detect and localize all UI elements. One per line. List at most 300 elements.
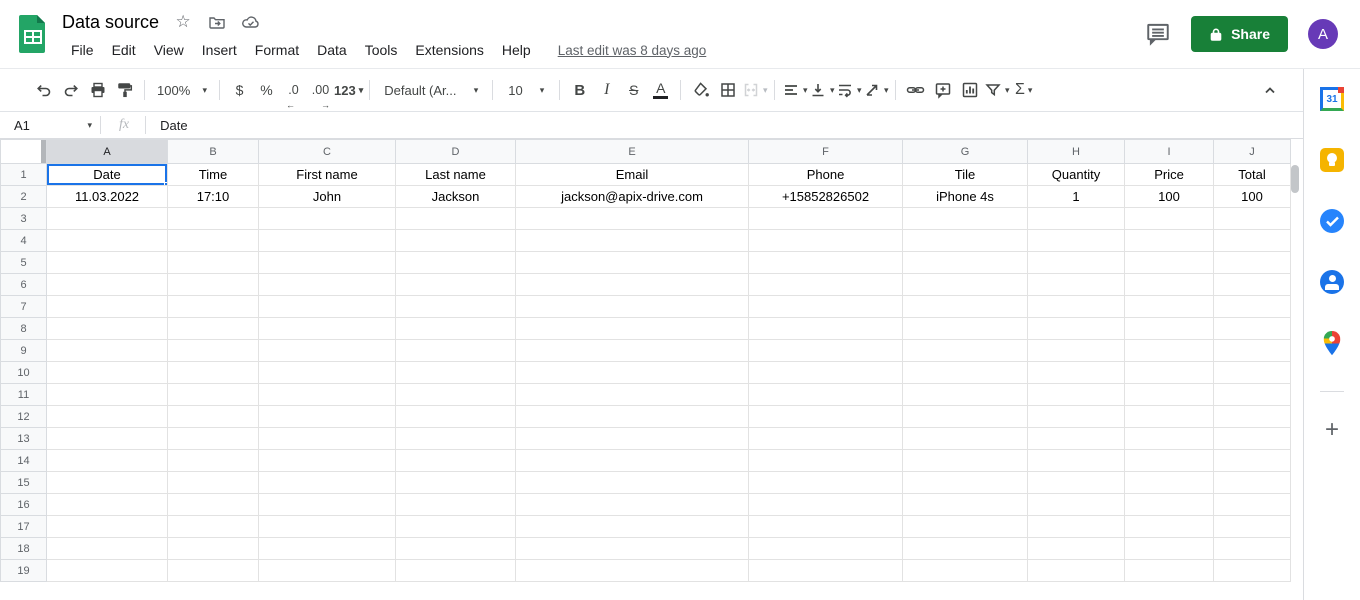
cell-H6[interactable] — [1028, 274, 1125, 296]
cell-E18[interactable] — [516, 538, 749, 560]
chevron-down-icon: ▾ — [87, 119, 92, 130]
create-filter-button[interactable] — [983, 76, 1010, 104]
cell-J5[interactable] — [1214, 252, 1291, 274]
row-header-5[interactable]: 5 — [1, 252, 47, 274]
cell-C19[interactable] — [259, 560, 396, 582]
cell-A18[interactable] — [47, 538, 168, 560]
cell-I6[interactable] — [1125, 274, 1214, 296]
cell-C8[interactable] — [259, 318, 396, 340]
chevron-down-icon: ▾ — [202, 84, 207, 95]
toolbar-separator — [895, 80, 896, 100]
insert-link-button[interactable] — [902, 76, 929, 104]
cell-I18[interactable] — [1125, 538, 1214, 560]
menu-insert[interactable]: Insert — [201, 42, 237, 58]
cell-G5[interactable] — [903, 252, 1028, 274]
cell-E5[interactable] — [516, 252, 749, 274]
fx-icon: fx — [119, 117, 130, 132]
cell-A19[interactable] — [47, 560, 168, 582]
column-header-C[interactable]: C — [259, 140, 396, 164]
cell-F14[interactable] — [749, 450, 903, 472]
cell-A11[interactable] — [47, 384, 168, 406]
cell-C17[interactable] — [259, 516, 396, 538]
row-header-9[interactable]: 9 — [1, 340, 47, 362]
cell-J8[interactable] — [1214, 318, 1291, 340]
cell-C13[interactable] — [259, 428, 396, 450]
cell-A10[interactable] — [47, 362, 168, 384]
cell-D5[interactable] — [396, 252, 516, 274]
row-header-1[interactable]: 1 — [1, 164, 47, 186]
cell-G14[interactable] — [903, 450, 1028, 472]
cell-B18[interactable] — [168, 538, 259, 560]
cell-F18[interactable] — [749, 538, 903, 560]
cell-G3[interactable] — [903, 208, 1028, 230]
vertical-scrollbar[interactable] — [1291, 165, 1299, 193]
cell-C14[interactable] — [259, 450, 396, 472]
cell-G1[interactable]: Tile — [903, 164, 1028, 186]
cell-I16[interactable] — [1125, 494, 1214, 516]
cell-G16[interactable] — [903, 494, 1028, 516]
cell-E15[interactable] — [516, 472, 749, 494]
cell-B16[interactable] — [168, 494, 259, 516]
cell-A5[interactable] — [47, 252, 168, 274]
cell-A16[interactable] — [47, 494, 168, 516]
cell-J17[interactable] — [1214, 516, 1291, 538]
contacts-icon[interactable] — [1319, 269, 1345, 295]
cell-F12[interactable] — [749, 406, 903, 428]
cell-I15[interactable] — [1125, 472, 1214, 494]
tasks-icon[interactable] — [1319, 208, 1345, 234]
cell-H14[interactable] — [1028, 450, 1125, 472]
merge-cells-button[interactable] — [741, 76, 768, 104]
column-header-H[interactable]: H — [1028, 140, 1125, 164]
horizontal-align-button[interactable] — [781, 76, 808, 104]
cell-I5[interactable] — [1125, 252, 1214, 274]
cell-B15[interactable] — [168, 472, 259, 494]
column-header-B[interactable]: B — [168, 140, 259, 164]
cell-J19[interactable] — [1214, 560, 1291, 582]
cell-D18[interactable] — [396, 538, 516, 560]
column-header-J[interactable]: J — [1214, 140, 1291, 164]
column-header-I[interactable]: I — [1125, 140, 1214, 164]
column-header-D[interactable]: D — [396, 140, 516, 164]
menu-tools[interactable]: Tools — [364, 42, 398, 58]
undo-button[interactable] — [30, 76, 57, 104]
cell-C16[interactable] — [259, 494, 396, 516]
star-icon[interactable]: ☆ — [175, 12, 191, 31]
cell-B2[interactable]: 17:10 — [168, 186, 259, 208]
cell-B8[interactable] — [168, 318, 259, 340]
cell-B14[interactable] — [168, 450, 259, 472]
share-button[interactable] — [1191, 16, 1288, 52]
row-header-13[interactable]: 13 — [1, 428, 47, 450]
keep-icon[interactable] — [1319, 147, 1345, 173]
row-header-3[interactable]: 3 — [1, 208, 47, 230]
hide-menus-button[interactable] — [1256, 76, 1283, 104]
cell-E9[interactable] — [516, 340, 749, 362]
account-avatar[interactable]: A — [1308, 19, 1338, 49]
cell-H2[interactable]: 1 — [1028, 186, 1125, 208]
formula-bar — [0, 111, 1303, 139]
cell-B7[interactable] — [168, 296, 259, 318]
italic-button[interactable]: I — [604, 81, 610, 98]
fill-color-button[interactable] — [687, 76, 714, 104]
color-bar — [653, 96, 668, 99]
sheets-logo[interactable] — [16, 12, 50, 56]
cell-J3[interactable] — [1214, 208, 1291, 230]
cell-D2[interactable]: Jackson — [396, 186, 516, 208]
select-all-corner[interactable] — [1, 140, 47, 164]
cell-D15[interactable] — [396, 472, 516, 494]
cell-D11[interactable] — [396, 384, 516, 406]
cell-B5[interactable] — [168, 252, 259, 274]
row-header-2[interactable]: 2 — [1, 186, 47, 208]
cell-D9[interactable] — [396, 340, 516, 362]
cell-H16[interactable] — [1028, 494, 1125, 516]
cell-E7[interactable] — [516, 296, 749, 318]
cell-A17[interactable] — [47, 516, 168, 538]
row-header-15[interactable]: 15 — [1, 472, 47, 494]
cell-C5[interactable] — [259, 252, 396, 274]
cell-E8[interactable] — [516, 318, 749, 340]
cell-F7[interactable] — [749, 296, 903, 318]
cell-G12[interactable] — [903, 406, 1028, 428]
name-box[interactable]: A1 ▾ — [14, 117, 92, 133]
cell-E4[interactable] — [516, 230, 749, 252]
chevron-down-icon: ▾ — [358, 84, 364, 95]
share-label: Share — [1231, 26, 1270, 42]
cell-I9[interactable] — [1125, 340, 1214, 362]
cell-H15[interactable] — [1028, 472, 1125, 494]
cell-B9[interactable] — [168, 340, 259, 362]
menu-view[interactable]: View — [153, 42, 184, 58]
cell-D13[interactable] — [396, 428, 516, 450]
cell-C7[interactable] — [259, 296, 396, 318]
cell-F16[interactable] — [749, 494, 903, 516]
row-header-19[interactable]: 19 — [1, 560, 47, 582]
cell-C11[interactable] — [259, 384, 396, 406]
cell-E10[interactable] — [516, 362, 749, 384]
document-status-cloud-icon[interactable] — [241, 12, 261, 32]
side-panel — [1303, 69, 1360, 600]
cell-E13[interactable] — [516, 428, 749, 450]
cell-D6[interactable] — [396, 274, 516, 296]
format-currency-button[interactable]: $ — [235, 82, 244, 98]
cell-A9[interactable] — [47, 340, 168, 362]
cell-D16[interactable] — [396, 494, 516, 516]
cell-G15[interactable] — [903, 472, 1028, 494]
cell-C3[interactable] — [259, 208, 396, 230]
cell-F1[interactable]: Phone — [749, 164, 903, 186]
toolbar-separator — [219, 80, 220, 100]
redo-button[interactable] — [57, 76, 84, 104]
cell-J1[interactable]: Total — [1214, 164, 1291, 186]
chevron-down-icon: ▾ — [1004, 84, 1010, 95]
row-header-4[interactable]: 4 — [1, 230, 47, 252]
cell-B19[interactable] — [168, 560, 259, 582]
cell-G18[interactable] — [903, 538, 1028, 560]
cell-C9[interactable] — [259, 340, 396, 362]
cell-F13[interactable] — [749, 428, 903, 450]
cell-H8[interactable] — [1028, 318, 1125, 340]
row-header-8[interactable]: 8 — [1, 318, 47, 340]
cell-B4[interactable] — [168, 230, 259, 252]
cell-D17[interactable] — [396, 516, 516, 538]
cell-B11[interactable] — [168, 384, 259, 406]
cell-E16[interactable] — [516, 494, 749, 516]
cell-E14[interactable] — [516, 450, 749, 472]
cell-B17[interactable] — [168, 516, 259, 538]
cell-C18[interactable] — [259, 538, 396, 560]
text-wrap-button[interactable] — [835, 76, 862, 104]
cell-D3[interactable] — [396, 208, 516, 230]
format-percent-button[interactable]: % — [260, 82, 273, 98]
cell-G8[interactable] — [903, 318, 1028, 340]
column-header-A[interactable]: A — [47, 140, 168, 164]
cell-I17[interactable] — [1125, 516, 1214, 538]
cell-H9[interactable] — [1028, 340, 1125, 362]
add-icon[interactable]: + — [1324, 416, 1339, 443]
row-header-14[interactable]: 14 — [1, 450, 47, 472]
cell-C2[interactable]: John — [259, 186, 396, 208]
cell-I14[interactable] — [1125, 450, 1214, 472]
menu-data[interactable]: Data — [317, 42, 347, 58]
calendar-icon[interactable]: 31 — [1319, 86, 1345, 112]
cell-J13[interactable] — [1214, 428, 1291, 450]
cell-B13[interactable] — [168, 428, 259, 450]
maps-icon[interactable] — [1319, 330, 1345, 356]
cell-I7[interactable] — [1125, 296, 1214, 318]
cell-H4[interactable] — [1028, 230, 1125, 252]
formula-input[interactable]: Date — [160, 117, 188, 133]
last-edit-link[interactable]: Last edit was 8 days ago — [557, 42, 707, 58]
cell-C12[interactable] — [259, 406, 396, 428]
arrow-right-icon: → — [321, 100, 330, 110]
cell-C1[interactable]: First name — [259, 164, 396, 186]
cell-G11[interactable] — [903, 384, 1028, 406]
grid-table — [0, 139, 1291, 582]
cell-J9[interactable] — [1214, 340, 1291, 362]
cell-J11[interactable] — [1214, 384, 1291, 406]
arrow-left-icon: ← — [286, 100, 295, 110]
cell-H3[interactable] — [1028, 208, 1125, 230]
cell-C4[interactable] — [259, 230, 396, 252]
vertical-align-button[interactable] — [808, 76, 835, 104]
row-header-11[interactable]: 11 — [1, 384, 47, 406]
cell-G2[interactable]: iPhone 4s — [903, 186, 1028, 208]
cell-J4[interactable] — [1214, 230, 1291, 252]
borders-button[interactable] — [714, 76, 741, 104]
increase-decimal-button[interactable]: .00 → — [311, 83, 330, 110]
move-to-folder-icon[interactable] — [207, 12, 227, 32]
cell-G17[interactable] — [903, 516, 1028, 538]
cell-A6[interactable] — [47, 274, 168, 296]
chevron-down-icon: ▾ — [829, 84, 835, 95]
corner-bar — [41, 140, 46, 163]
cell-G7[interactable] — [903, 296, 1028, 318]
insert-comment-button[interactable] — [929, 76, 956, 104]
cell-A13[interactable] — [47, 428, 168, 450]
cell-D4[interactable] — [396, 230, 516, 252]
cell-J18[interactable] — [1214, 538, 1291, 560]
cell-B12[interactable] — [168, 406, 259, 428]
cell-J2[interactable]: 100 — [1214, 186, 1291, 208]
cell-B6[interactable] — [168, 274, 259, 296]
cell-I4[interactable] — [1125, 230, 1214, 252]
cell-I13[interactable] — [1125, 428, 1214, 450]
cell-H13[interactable] — [1028, 428, 1125, 450]
cell-D1[interactable]: Last name — [396, 164, 516, 186]
cell-H10[interactable] — [1028, 362, 1125, 384]
cell-E6[interactable] — [516, 274, 749, 296]
menu-format[interactable]: Format — [254, 42, 300, 58]
cell-F5[interactable] — [749, 252, 903, 274]
cell-H18[interactable] — [1028, 538, 1125, 560]
row-header-6[interactable]: 6 — [1, 274, 47, 296]
cell-E1[interactable]: Email — [516, 164, 749, 186]
row-header-10[interactable]: 10 — [1, 362, 47, 384]
font-size-select[interactable]: 10 ▾ — [508, 82, 545, 98]
cell-A12[interactable] — [47, 406, 168, 428]
cell-A15[interactable] — [47, 472, 168, 494]
cell-D12[interactable] — [396, 406, 516, 428]
cell-B1[interactable]: Time — [168, 164, 259, 186]
cell-G4[interactable] — [903, 230, 1028, 252]
lock-icon — [1209, 27, 1223, 42]
cell-I8[interactable] — [1125, 318, 1214, 340]
cell-A2[interactable]: 11.03.2022 — [47, 186, 168, 208]
menu-edit[interactable]: Edit — [111, 42, 136, 58]
cell-G6[interactable] — [903, 274, 1028, 296]
strikethrough-button[interactable]: S — [629, 82, 639, 98]
menu-help[interactable]: Help — [501, 42, 531, 58]
cell-F17[interactable] — [749, 516, 903, 538]
column-header-G[interactable]: G — [903, 140, 1028, 164]
menu-extensions[interactable]: Extensions — [415, 42, 484, 58]
cell-H1[interactable]: Quantity — [1028, 164, 1125, 186]
text-rotation-button[interactable] — [862, 76, 889, 104]
font-select[interactable]: Default (Ar... ▾ — [384, 82, 479, 98]
cell-F9[interactable] — [749, 340, 903, 362]
row-header-12[interactable]: 12 — [1, 406, 47, 428]
cell-E12[interactable] — [516, 406, 749, 428]
cell-A7[interactable] — [47, 296, 168, 318]
toolbar-separator — [559, 80, 560, 100]
cell-J6[interactable] — [1214, 274, 1291, 296]
cell-J14[interactable] — [1214, 450, 1291, 472]
cell-D19[interactable] — [396, 560, 516, 582]
cell-F15[interactable] — [749, 472, 903, 494]
cell-F6[interactable] — [749, 274, 903, 296]
column-header-F[interactable]: F — [749, 140, 903, 164]
cell-E11[interactable] — [516, 384, 749, 406]
cell-J12[interactable] — [1214, 406, 1291, 428]
functions-button[interactable]: Σ ▾ — [1015, 81, 1033, 98]
cell-D8[interactable] — [396, 318, 516, 340]
fill-handle[interactable] — [164, 182, 168, 186]
cell-E19[interactable] — [516, 560, 749, 582]
cell-H5[interactable] — [1028, 252, 1125, 274]
cell-E2[interactable]: jackson@apix-drive.com — [516, 186, 749, 208]
cell-F19[interactable] — [749, 560, 903, 582]
toolbar-separator — [492, 80, 493, 100]
cell-D14[interactable] — [396, 450, 516, 472]
menu-file[interactable]: File — [71, 42, 94, 58]
toolbar — [0, 69, 1303, 111]
cell-C15[interactable] — [259, 472, 396, 494]
paint-format-button[interactable] — [111, 76, 138, 104]
cell-H19[interactable] — [1028, 560, 1125, 582]
row-header-18[interactable]: 18 — [1, 538, 47, 560]
cell-I11[interactable] — [1125, 384, 1214, 406]
cell-D10[interactable] — [396, 362, 516, 384]
cell-I10[interactable] — [1125, 362, 1214, 384]
cell-D7[interactable] — [396, 296, 516, 318]
cell-H11[interactable] — [1028, 384, 1125, 406]
document-title[interactable]: Data source — [62, 11, 160, 32]
cell-F3[interactable] — [749, 208, 903, 230]
cell-F4[interactable] — [749, 230, 903, 252]
cell-A8[interactable] — [47, 318, 168, 340]
cell-G13[interactable] — [903, 428, 1028, 450]
cell-F8[interactable] — [749, 318, 903, 340]
row-header-7[interactable]: 7 — [1, 296, 47, 318]
cell-C10[interactable] — [259, 362, 396, 384]
print-button[interactable] — [84, 76, 111, 104]
cell-I3[interactable] — [1125, 208, 1214, 230]
comment-history-icon[interactable] — [1145, 21, 1171, 47]
zoom-select[interactable]: 100% ▾ — [157, 82, 207, 98]
cell-H7[interactable] — [1028, 296, 1125, 318]
cell-H12[interactable] — [1028, 406, 1125, 428]
cell-A3[interactable] — [47, 208, 168, 230]
cell-F10[interactable] — [749, 362, 903, 384]
row-header-17[interactable]: 17 — [1, 516, 47, 538]
cell-F2[interactable]: +15852826502 — [749, 186, 903, 208]
cell-J7[interactable] — [1214, 296, 1291, 318]
row-header-16[interactable]: 16 — [1, 494, 47, 516]
cell-G10[interactable] — [903, 362, 1028, 384]
spreadsheet-grid — [0, 139, 1303, 582]
insert-chart-button[interactable] — [956, 76, 983, 104]
cell-E3[interactable] — [516, 208, 749, 230]
cell-J16[interactable] — [1214, 494, 1291, 516]
sheets-logo-icon — [16, 12, 50, 56]
decrease-decimal-button[interactable]: .0 ← — [286, 83, 299, 110]
cell-I2[interactable]: 100 — [1125, 186, 1214, 208]
cell-J10[interactable] — [1214, 362, 1291, 384]
cell-A4[interactable] — [47, 230, 168, 252]
text-color-button[interactable]: A — [647, 76, 674, 104]
cell-A1[interactable]: Date — [47, 164, 168, 186]
cell-J15[interactable] — [1214, 472, 1291, 494]
cell-A14[interactable] — [47, 450, 168, 472]
cell-F11[interactable] — [749, 384, 903, 406]
column-header-E[interactable]: E — [516, 140, 749, 164]
more-formats-button[interactable]: 123 ▾ — [334, 82, 364, 98]
cell-I19[interactable] — [1125, 560, 1214, 582]
cell-G9[interactable] — [903, 340, 1028, 362]
cell-I12[interactable] — [1125, 406, 1214, 428]
cell-I1[interactable]: Price — [1125, 164, 1214, 186]
cell-E17[interactable] — [516, 516, 749, 538]
cell-B10[interactable] — [168, 362, 259, 384]
bold-button[interactable]: B — [574, 81, 586, 99]
cell-C6[interactable] — [259, 274, 396, 296]
header — [0, 0, 1360, 69]
cell-B3[interactable] — [168, 208, 259, 230]
cell-G19[interactable] — [903, 560, 1028, 582]
cell-H17[interactable] — [1028, 516, 1125, 538]
